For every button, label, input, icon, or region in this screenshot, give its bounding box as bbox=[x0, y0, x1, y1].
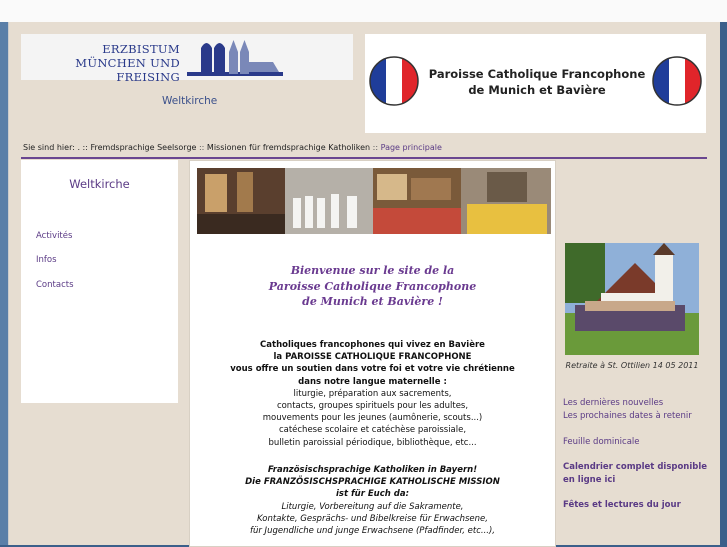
calendar-link-line1[interactable]: Calendrier complet disponible bbox=[563, 462, 708, 472]
intro-line: Catholiques francophones qui vivez en Bavière bbox=[260, 340, 485, 350]
intro-line: Liturgie, Vorbereitung auf die Sakramente, bbox=[281, 501, 464, 512]
logo-text bbox=[23, 42, 180, 84]
banner-line2: de Munich et Bavière bbox=[468, 83, 606, 97]
breadcrumb-current[interactable]: Page principale bbox=[380, 143, 442, 152]
sidebar-item-infos[interactable]: Infos bbox=[36, 255, 57, 265]
welcome-line1: Bienvenue sur le site de la bbox=[290, 264, 455, 277]
french-flag-icon bbox=[651, 55, 703, 107]
sidebar-item-activites[interactable]: Activités bbox=[36, 231, 73, 241]
logo-line2: MÜNCHEN UND FREISING bbox=[75, 56, 180, 84]
left-edge-strip bbox=[0, 22, 8, 545]
sidebar bbox=[21, 160, 178, 403]
intro-line: catéchese scolaire et catéchèse paroissiale, bbox=[278, 425, 467, 436]
breadcrumb bbox=[23, 143, 442, 152]
sidebar-title[interactable]: Weltkirche bbox=[69, 177, 130, 191]
breadcrumb-separator: :: bbox=[198, 143, 205, 152]
intro-line: bulletin paroissial périodique, bibliothèque, etc... bbox=[268, 437, 477, 448]
intro-line: vous offre un soutien dans votre foi et votre vie chrétienne bbox=[230, 364, 515, 375]
browser-top-strip bbox=[0, 0, 727, 22]
page-container bbox=[8, 22, 720, 545]
banner-line1: Paroisse Catholique Francophone bbox=[428, 67, 646, 81]
french-intro bbox=[190, 339, 555, 449]
banner-title bbox=[427, 66, 647, 98]
weltkirche-header-link[interactable]: Weltkirche bbox=[162, 95, 218, 107]
erzbistum-logo[interactable] bbox=[21, 34, 353, 84]
breadcrumb-separator: :: bbox=[372, 143, 379, 152]
calendar-link[interactable] bbox=[563, 461, 707, 486]
divider bbox=[21, 157, 707, 159]
breadcrumb-item-seelsorge[interactable]: Fremdsprachige Seelsorge bbox=[90, 143, 197, 152]
french-flag-icon bbox=[368, 55, 420, 107]
intro-line: Französischsprachige Katholiken in Bayern! bbox=[267, 465, 478, 475]
intro-line: Die FRANZÖSISCHSPRACHIGE KATHOLISCHE MISSION bbox=[245, 477, 500, 488]
intro-line: la PAROISSE CATHOLIQUE FRANCOPHONE bbox=[273, 352, 472, 363]
news-link[interactable] bbox=[563, 397, 692, 422]
german-intro bbox=[190, 464, 555, 537]
logo-line1: ERZBISTUM bbox=[102, 42, 180, 56]
intro-line: für Jugendliche und junge Erwachsene (Pfadfinder, etc...), bbox=[249, 526, 495, 537]
news-link-line2[interactable]: Les prochaines dates à retenir bbox=[563, 410, 692, 421]
cathedral-icon bbox=[187, 38, 283, 76]
breadcrumb-item-missionen[interactable]: Missionen für fremdsprachige Katholiken bbox=[206, 143, 371, 152]
news-link-line1[interactable]: Les dernières nouvelles bbox=[563, 398, 664, 408]
intro-line: ist für Euch da: bbox=[335, 489, 410, 500]
intro-line: contacts, groupes spirituels pour les adultes, bbox=[276, 401, 469, 412]
welcome-line3: de Munich et Bavière ! bbox=[302, 295, 443, 308]
feasts-readings-link[interactable]: Fêtes et lectures du jour bbox=[563, 500, 681, 510]
parish-photo-strip bbox=[197, 168, 551, 234]
sidebar-item-contacts[interactable]: Contacts bbox=[36, 280, 74, 290]
retreat-photo[interactable] bbox=[565, 243, 699, 355]
main-content bbox=[189, 160, 556, 547]
intro-line: mouvements pour les jeunes (aumônerie, scouts...) bbox=[262, 413, 483, 424]
photo-caption: Retraite à St. Ottilien 14 05 2011 bbox=[565, 361, 699, 370]
breadcrumb-prefix: Sie sind hier: . :: bbox=[23, 143, 88, 152]
intro-line: Kontakte, Gesprächs- und Bibelkreise für Erwachsene, bbox=[257, 513, 488, 524]
calendar-link-line2[interactable]: en ligne ici bbox=[563, 474, 616, 485]
welcome-line2: Paroisse Catholique Francophone bbox=[268, 279, 477, 293]
feuille-dominicale-link[interactable]: Feuille dominicale bbox=[563, 437, 640, 447]
intro-line: dans notre langue maternelle : bbox=[298, 376, 447, 387]
parish-banner bbox=[365, 34, 706, 133]
intro-line: liturgie, préparation aux sacrements, bbox=[293, 388, 452, 399]
welcome-heading bbox=[190, 263, 555, 310]
